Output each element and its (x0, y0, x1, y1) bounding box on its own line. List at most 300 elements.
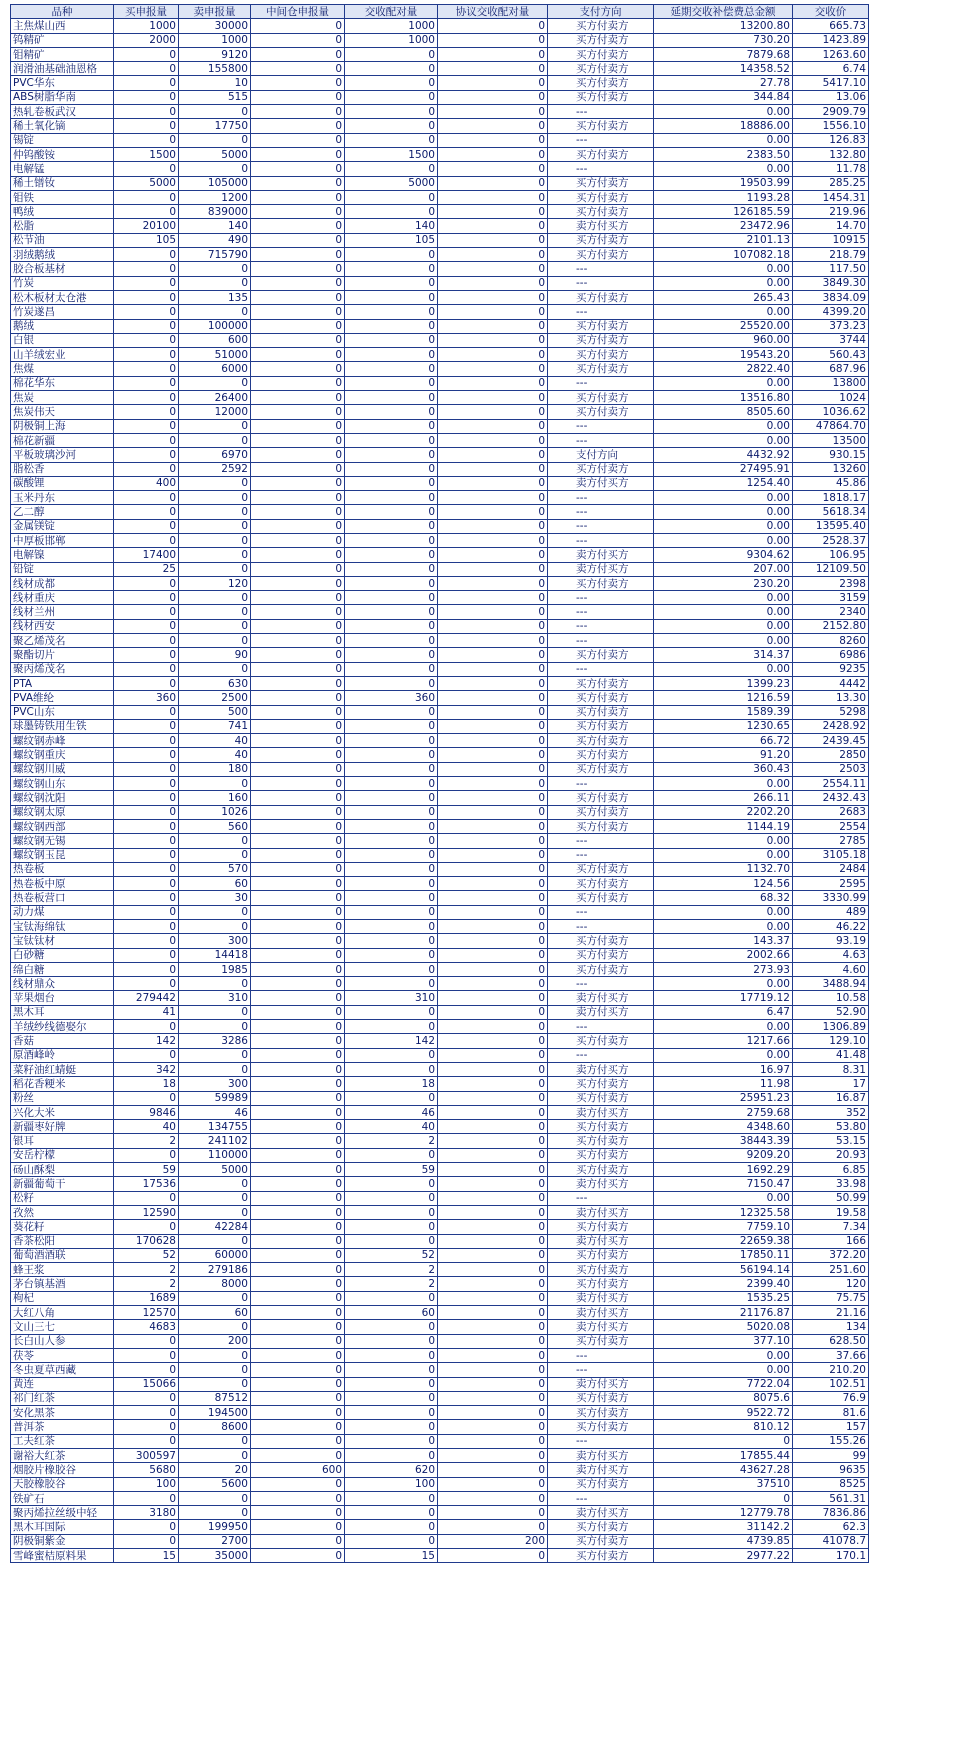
cell-middle-warehouse-quantity: 0 (251, 33, 345, 47)
cell-variety: 棉花华东 (11, 376, 114, 390)
table-row (11, 90, 869, 104)
cell-compensation-total: 143.37 (654, 934, 793, 948)
cell-middle-warehouse-quantity: 0 (251, 147, 345, 161)
cell-matched-quantity: 0 (345, 748, 438, 762)
cell-payment-direction: --- (548, 848, 654, 862)
table-row (11, 119, 869, 133)
cell-delivery-price: 120 (793, 1277, 869, 1291)
cell-delivery-price: 5298 (793, 705, 869, 719)
table-row (11, 47, 869, 61)
cell-compensation-total: 273.93 (654, 962, 793, 976)
cell-middle-warehouse-quantity: 0 (251, 991, 345, 1005)
cell-sell-quantity: 0 (179, 1363, 251, 1377)
cell-buy-quantity: 0 (114, 190, 179, 204)
cell-delivery-price: 2484 (793, 862, 869, 876)
cell-agreement-matched-quantity: 0 (438, 576, 548, 590)
cell-payment-direction: 卖方付买方 (548, 1177, 654, 1191)
cell-payment-direction: 买方付卖方 (548, 1549, 654, 1563)
table-row (11, 1363, 869, 1377)
cell-compensation-total: 0.00 (654, 848, 793, 862)
cell-matched-quantity: 0 (345, 1506, 438, 1520)
cell-buy-quantity: 0 (114, 877, 179, 891)
cell-delivery-price: 14.70 (793, 219, 869, 233)
cell-variety: 香茶松阳 (11, 1234, 114, 1248)
cell-sell-quantity: 42284 (179, 1220, 251, 1234)
cell-compensation-total: 265.43 (654, 290, 793, 304)
cell-middle-warehouse-quantity: 0 (251, 662, 345, 676)
cell-buy-quantity: 5680 (114, 1463, 179, 1477)
cell-matched-quantity: 0 (345, 205, 438, 219)
cell-delivery-price: 4399.20 (793, 305, 869, 319)
cell-sell-quantity: 0 (179, 533, 251, 547)
cell-matched-quantity: 0 (345, 133, 438, 147)
cell-buy-quantity: 0 (114, 748, 179, 762)
cell-agreement-matched-quantity: 0 (438, 862, 548, 876)
cell-middle-warehouse-quantity: 0 (251, 476, 345, 490)
cell-agreement-matched-quantity: 0 (438, 1348, 548, 1362)
cell-payment-direction: --- (548, 1020, 654, 1034)
cell-sell-quantity: 10 (179, 76, 251, 90)
cell-buy-quantity: 0 (114, 419, 179, 433)
cell-middle-warehouse-quantity: 0 (251, 905, 345, 919)
table-row (11, 1005, 869, 1019)
cell-matched-quantity: 0 (345, 562, 438, 576)
cell-variety: 钼铁 (11, 190, 114, 204)
cell-delivery-price: 5417.10 (793, 76, 869, 90)
cell-buy-quantity: 0 (114, 433, 179, 447)
cell-agreement-matched-quantity: 0 (438, 891, 548, 905)
cell-compensation-total: 9209.20 (654, 1148, 793, 1162)
cell-middle-warehouse-quantity: 0 (251, 805, 345, 819)
cell-delivery-price: 3834.09 (793, 290, 869, 304)
cell-agreement-matched-quantity: 0 (438, 691, 548, 705)
table-row (11, 691, 869, 705)
cell-agreement-matched-quantity: 0 (438, 1334, 548, 1348)
cell-buy-quantity: 41 (114, 1005, 179, 1019)
cell-agreement-matched-quantity: 0 (438, 1506, 548, 1520)
cell-matched-quantity: 0 (345, 362, 438, 376)
cell-matched-quantity: 140 (345, 219, 438, 233)
cell-agreement-matched-quantity: 0 (438, 205, 548, 219)
cell-buy-quantity: 0 (114, 262, 179, 276)
cell-buy-quantity: 15066 (114, 1377, 179, 1391)
cell-variety: 烟胶片橡胶谷 (11, 1463, 114, 1477)
cell-delivery-price: 3849.30 (793, 276, 869, 290)
cell-delivery-price: 81.6 (793, 1406, 869, 1420)
cell-payment-direction: 买方付卖方 (548, 62, 654, 76)
cell-middle-warehouse-quantity: 0 (251, 190, 345, 204)
cell-variety: 热卷板中原 (11, 877, 114, 891)
cell-delivery-price: 1036.62 (793, 405, 869, 419)
cell-matched-quantity: 0 (345, 290, 438, 304)
cell-compensation-total: 1399.23 (654, 676, 793, 690)
cell-buy-quantity: 20100 (114, 219, 179, 233)
cell-sell-quantity: 300 (179, 934, 251, 948)
cell-payment-direction: 买方付卖方 (548, 19, 654, 33)
cell-variety: 热卷板营口 (11, 891, 114, 905)
cell-matched-quantity: 0 (345, 105, 438, 119)
cell-matched-quantity: 0 (345, 1048, 438, 1062)
cell-compensation-total: 27495.91 (654, 462, 793, 476)
cell-delivery-price: 102.51 (793, 1377, 869, 1391)
cell-matched-quantity: 1000 (345, 19, 438, 33)
table-row (11, 1420, 869, 1434)
table-row (11, 705, 869, 719)
cell-delivery-price: 1454.31 (793, 190, 869, 204)
table-row (11, 1062, 869, 1076)
table-row (11, 920, 869, 934)
cell-sell-quantity: 40 (179, 748, 251, 762)
cell-delivery-price: 560.43 (793, 348, 869, 362)
cell-agreement-matched-quantity: 0 (438, 1420, 548, 1434)
table-row (11, 548, 869, 562)
cell-buy-quantity: 0 (114, 162, 179, 176)
cell-matched-quantity: 0 (345, 1434, 438, 1448)
cell-variety: 孜然 (11, 1205, 114, 1219)
cell-delivery-price: 13260 (793, 462, 869, 476)
cell-payment-direction: 卖方付买方 (548, 476, 654, 490)
cell-buy-quantity: 0 (114, 934, 179, 948)
table-row (11, 634, 869, 648)
cell-delivery-price: 33.98 (793, 1177, 869, 1191)
cell-agreement-matched-quantity: 0 (438, 1005, 548, 1019)
cell-middle-warehouse-quantity: 0 (251, 248, 345, 262)
cell-sell-quantity: 2700 (179, 1534, 251, 1548)
cell-variety: 平板玻璃沙河 (11, 448, 114, 462)
cell-compensation-total: 0.00 (654, 920, 793, 934)
cell-payment-direction: 买方付卖方 (548, 648, 654, 662)
cell-sell-quantity: 0 (179, 1434, 251, 1448)
cell-compensation-total: 0.00 (654, 1348, 793, 1362)
cell-payment-direction: 买方付卖方 (548, 1391, 654, 1405)
cell-payment-direction: --- (548, 977, 654, 991)
cell-sell-quantity: 110000 (179, 1148, 251, 1162)
cell-compensation-total: 68.32 (654, 891, 793, 905)
cell-agreement-matched-quantity: 0 (438, 605, 548, 619)
cell-sell-quantity: 6970 (179, 448, 251, 462)
cell-agreement-matched-quantity: 0 (438, 1406, 548, 1420)
cell-matched-quantity: 0 (345, 576, 438, 590)
cell-middle-warehouse-quantity: 0 (251, 319, 345, 333)
cell-variety: 阴极铜上海 (11, 419, 114, 433)
cell-agreement-matched-quantity: 0 (438, 519, 548, 533)
cell-middle-warehouse-quantity: 0 (251, 1205, 345, 1219)
cell-sell-quantity: 8600 (179, 1420, 251, 1434)
cell-agreement-matched-quantity: 0 (438, 1549, 548, 1563)
cell-delivery-price: 2554 (793, 819, 869, 833)
cell-sell-quantity: 2500 (179, 691, 251, 705)
cell-delivery-price: 6986 (793, 648, 869, 662)
cell-variety: 焦炭伟天 (11, 405, 114, 419)
cell-payment-direction: 买方付卖方 (548, 190, 654, 204)
cell-buy-quantity: 0 (114, 819, 179, 833)
cell-payment-direction: 卖方付买方 (548, 1005, 654, 1019)
cell-variety: 羽绒鹅绒 (11, 248, 114, 262)
table-row (11, 762, 869, 776)
table-row (11, 1263, 869, 1277)
cell-payment-direction: 卖方付买方 (548, 1506, 654, 1520)
cell-agreement-matched-quantity: 0 (438, 105, 548, 119)
cell-payment-direction: --- (548, 1491, 654, 1505)
cell-delivery-price: 13500 (793, 433, 869, 447)
cell-middle-warehouse-quantity: 0 (251, 962, 345, 976)
cell-middle-warehouse-quantity: 0 (251, 676, 345, 690)
table-row (11, 662, 869, 676)
cell-compensation-total: 17855.44 (654, 1448, 793, 1462)
cell-agreement-matched-quantity: 0 (438, 1120, 548, 1134)
cell-compensation-total: 126185.59 (654, 205, 793, 219)
cell-matched-quantity: 0 (345, 877, 438, 891)
cell-compensation-total: 0.00 (654, 491, 793, 505)
cell-matched-quantity: 0 (345, 1420, 438, 1434)
cell-delivery-price: 6.85 (793, 1163, 869, 1177)
cell-middle-warehouse-quantity: 0 (251, 1248, 345, 1262)
cell-buy-quantity: 0 (114, 376, 179, 390)
cell-payment-direction: 卖方付买方 (548, 1234, 654, 1248)
cell-buy-quantity: 0 (114, 362, 179, 376)
cell-delivery-price: 3330.99 (793, 891, 869, 905)
table-row (11, 1177, 869, 1191)
cell-sell-quantity: 490 (179, 233, 251, 247)
cell-variety: 黄连 (11, 1377, 114, 1391)
cell-compensation-total: 31142.2 (654, 1520, 793, 1534)
cell-delivery-price: 166 (793, 1234, 869, 1248)
cell-agreement-matched-quantity: 0 (438, 648, 548, 662)
cell-compensation-total: 810.12 (654, 1420, 793, 1434)
cell-matched-quantity: 0 (345, 1191, 438, 1205)
cell-compensation-total: 21176.87 (654, 1306, 793, 1320)
table-row (11, 1463, 869, 1477)
cell-middle-warehouse-quantity: 0 (251, 1163, 345, 1177)
table-row (11, 676, 869, 690)
cell-buy-quantity: 9846 (114, 1105, 179, 1119)
cell-matched-quantity: 0 (345, 1091, 438, 1105)
cell-sell-quantity: 0 (179, 1448, 251, 1462)
cell-middle-warehouse-quantity: 0 (251, 1134, 345, 1148)
cell-matched-quantity: 40 (345, 1120, 438, 1134)
cell-variety: 松籽 (11, 1191, 114, 1205)
cell-delivery-price: 1556.10 (793, 119, 869, 133)
cell-delivery-price: 373.23 (793, 319, 869, 333)
header-agreement-matched-quantity: 协议交收配对量 (438, 5, 548, 19)
cell-agreement-matched-quantity: 0 (438, 1205, 548, 1219)
cell-variety: 螺纹钢太原 (11, 805, 114, 819)
table-row (11, 1306, 869, 1320)
cell-sell-quantity: 0 (179, 834, 251, 848)
cell-sell-quantity: 3286 (179, 1034, 251, 1048)
cell-matched-quantity: 0 (345, 891, 438, 905)
cell-middle-warehouse-quantity: 0 (251, 1148, 345, 1162)
cell-middle-warehouse-quantity: 0 (251, 47, 345, 61)
table-row (11, 1034, 869, 1048)
cell-payment-direction: --- (548, 1191, 654, 1205)
table-row (11, 1105, 869, 1119)
cell-matched-quantity: 0 (345, 1177, 438, 1191)
cell-buy-quantity: 40 (114, 1120, 179, 1134)
cell-middle-warehouse-quantity: 0 (251, 176, 345, 190)
header-payment-direction: 支付方向 (548, 5, 654, 19)
cell-delivery-price: 157 (793, 1420, 869, 1434)
cell-buy-quantity: 1689 (114, 1291, 179, 1305)
cell-agreement-matched-quantity: 0 (438, 662, 548, 676)
table-row (11, 1448, 869, 1462)
table-row (11, 591, 869, 605)
cell-matched-quantity: 59 (345, 1163, 438, 1177)
cell-middle-warehouse-quantity: 0 (251, 276, 345, 290)
cell-delivery-price: 1263.60 (793, 47, 869, 61)
cell-delivery-price: 129.10 (793, 1034, 869, 1048)
cell-sell-quantity: 134755 (179, 1120, 251, 1134)
cell-compensation-total: 9522.72 (654, 1406, 793, 1420)
cell-delivery-price: 99 (793, 1448, 869, 1462)
cell-buy-quantity: 25 (114, 562, 179, 576)
cell-matched-quantity: 0 (345, 1220, 438, 1234)
cell-matched-quantity: 0 (345, 305, 438, 319)
cell-matched-quantity: 1500 (345, 147, 438, 161)
cell-delivery-price: 75.75 (793, 1291, 869, 1305)
cell-delivery-price: 2554.11 (793, 777, 869, 791)
cell-buy-quantity: 52 (114, 1248, 179, 1262)
cell-middle-warehouse-quantity: 0 (251, 76, 345, 90)
cell-middle-warehouse-quantity: 0 (251, 548, 345, 562)
cell-buy-quantity: 0 (114, 405, 179, 419)
cell-delivery-price: 210.20 (793, 1363, 869, 1377)
table-row (11, 290, 869, 304)
cell-variety: 稻花香粳米 (11, 1077, 114, 1091)
cell-sell-quantity: 90 (179, 648, 251, 662)
cell-payment-direction: 支付方向 (548, 448, 654, 462)
cell-payment-direction: 买方付卖方 (548, 1248, 654, 1262)
cell-buy-quantity: 0 (114, 862, 179, 876)
table-row (11, 1234, 869, 1248)
cell-variety: 谢裕大红茶 (11, 1448, 114, 1462)
cell-variety: 螺纹钢山东 (11, 777, 114, 791)
table-row (11, 1020, 869, 1034)
cell-variety: 铁矿石 (11, 1491, 114, 1505)
table-row (11, 248, 869, 262)
cell-delivery-price: 37.66 (793, 1348, 869, 1362)
cell-buy-quantity: 18 (114, 1077, 179, 1091)
cell-sell-quantity: 60 (179, 877, 251, 891)
cell-payment-direction: --- (548, 162, 654, 176)
cell-variety: 螺纹钢重庆 (11, 748, 114, 762)
cell-variety: 长白山人参 (11, 1334, 114, 1348)
cell-middle-warehouse-quantity: 0 (251, 305, 345, 319)
cell-payment-direction: --- (548, 634, 654, 648)
cell-buy-quantity: 0 (114, 1220, 179, 1234)
cell-matched-quantity: 360 (345, 691, 438, 705)
cell-payment-direction: --- (548, 433, 654, 447)
cell-agreement-matched-quantity: 0 (438, 1134, 548, 1148)
cell-variety: 蜂王浆 (11, 1263, 114, 1277)
cell-middle-warehouse-quantity: 0 (251, 1062, 345, 1076)
cell-agreement-matched-quantity: 0 (438, 491, 548, 505)
cell-matched-quantity: 0 (345, 333, 438, 347)
table-row (11, 1491, 869, 1505)
cell-payment-direction: 买方付卖方 (548, 290, 654, 304)
cell-buy-quantity: 3180 (114, 1506, 179, 1520)
cell-sell-quantity: 5000 (179, 1163, 251, 1177)
cell-payment-direction: 买方付卖方 (548, 748, 654, 762)
cell-middle-warehouse-quantity: 0 (251, 877, 345, 891)
cell-payment-direction: --- (548, 533, 654, 547)
cell-payment-direction: 买方付卖方 (548, 176, 654, 190)
cell-variety: PVA维纶 (11, 691, 114, 705)
cell-variety: 焦炭 (11, 391, 114, 405)
cell-buy-quantity: 0 (114, 734, 179, 748)
cell-matched-quantity: 15 (345, 1549, 438, 1563)
table-row (11, 76, 869, 90)
cell-buy-quantity: 0 (114, 391, 179, 405)
cell-payment-direction: --- (548, 619, 654, 633)
cell-sell-quantity: 1026 (179, 805, 251, 819)
cell-variety: PVC华东 (11, 76, 114, 90)
cell-agreement-matched-quantity: 0 (438, 991, 548, 1005)
cell-middle-warehouse-quantity: 0 (251, 1406, 345, 1420)
cell-buy-quantity: 0 (114, 605, 179, 619)
cell-buy-quantity: 0 (114, 1148, 179, 1162)
cell-payment-direction: 卖方付买方 (548, 1291, 654, 1305)
table-row (11, 376, 869, 390)
table-row (11, 977, 869, 991)
table-row (11, 405, 869, 419)
cell-matched-quantity: 0 (345, 1020, 438, 1034)
cell-delivery-price: 52.90 (793, 1005, 869, 1019)
cell-sell-quantity: 515 (179, 90, 251, 104)
cell-variety: 中厚板邯郸 (11, 533, 114, 547)
cell-middle-warehouse-quantity: 0 (251, 1105, 345, 1119)
cell-payment-direction: 买方付卖方 (548, 1406, 654, 1420)
cell-matched-quantity: 0 (345, 1448, 438, 1462)
cell-compensation-total: 1216.59 (654, 691, 793, 705)
cell-payment-direction: 买方付卖方 (548, 734, 654, 748)
cell-matched-quantity: 0 (345, 848, 438, 862)
cell-buy-quantity: 0 (114, 47, 179, 61)
cell-matched-quantity: 52 (345, 1248, 438, 1262)
cell-buy-quantity: 0 (114, 1420, 179, 1434)
cell-variety: 安岳柠檬 (11, 1148, 114, 1162)
cell-payment-direction: --- (548, 419, 654, 433)
header-row (11, 5, 869, 19)
cell-agreement-matched-quantity: 0 (438, 905, 548, 919)
cell-buy-quantity: 0 (114, 462, 179, 476)
cell-middle-warehouse-quantity: 0 (251, 1077, 345, 1091)
cell-variety: 新疆枣好牌 (11, 1120, 114, 1134)
cell-variety: 聚酯切片 (11, 648, 114, 662)
table-row (11, 1077, 869, 1091)
cell-variety: 仲钨酸铵 (11, 147, 114, 161)
table-row (11, 605, 869, 619)
table-row (11, 462, 869, 476)
cell-sell-quantity: 0 (179, 105, 251, 119)
cell-matched-quantity: 0 (345, 862, 438, 876)
cell-middle-warehouse-quantity: 0 (251, 19, 345, 33)
cell-delivery-price: 2428.92 (793, 719, 869, 733)
cell-agreement-matched-quantity: 0 (438, 719, 548, 733)
cell-matched-quantity: 0 (345, 591, 438, 605)
table-row (11, 333, 869, 347)
header-compensation-total: 延期交收补偿费总金额 (654, 5, 793, 19)
cell-variety: 螺纹钢川威 (11, 762, 114, 776)
cell-compensation-total: 0.00 (654, 519, 793, 533)
cell-sell-quantity: 30 (179, 891, 251, 905)
cell-buy-quantity: 0 (114, 1020, 179, 1034)
cell-sell-quantity: 0 (179, 1048, 251, 1062)
cell-sell-quantity: 0 (179, 1506, 251, 1520)
cell-middle-warehouse-quantity: 0 (251, 791, 345, 805)
cell-payment-direction: --- (548, 1434, 654, 1448)
cell-variety: 松脂 (11, 219, 114, 233)
